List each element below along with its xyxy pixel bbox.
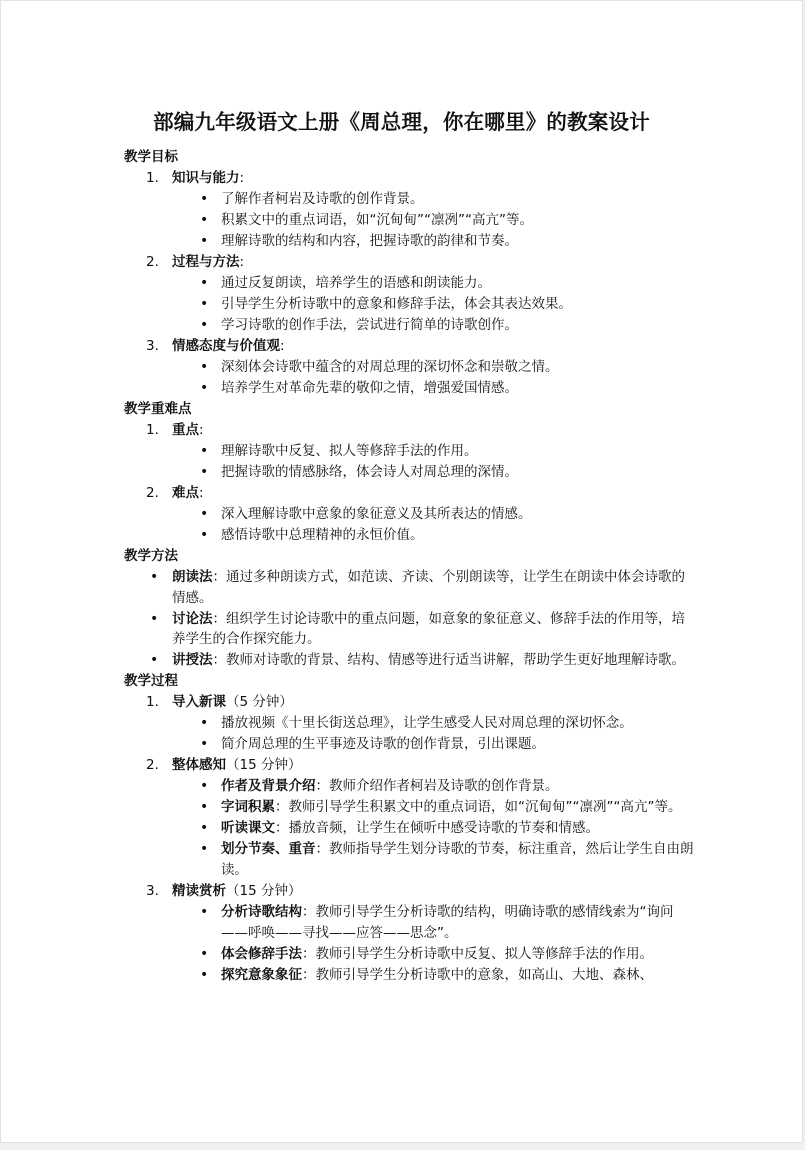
section-heading-methods: 教学方法 bbox=[124, 548, 178, 564]
numbered-item bbox=[124, 483, 694, 504]
item-label: 过程与方法 bbox=[172, 254, 240, 270]
step-item bbox=[124, 818, 694, 839]
step-text: ：教师引导学生分析诗歌的结构，明确诗歌的感情线索为“询问——呼唤——寻找——应答——思念”。 bbox=[221, 904, 674, 941]
item-label: 精读赏析 bbox=[172, 883, 226, 899]
step-label: 体会修辞手法 bbox=[221, 946, 302, 962]
method-label: 讨论法 bbox=[172, 610, 213, 627]
numbered-item bbox=[124, 692, 694, 713]
item-number: 2. bbox=[146, 757, 159, 773]
item-tail: : bbox=[239, 170, 245, 186]
step-text: ：教师引导学生积累文中的重点词语，如“沉甸甸”“凛冽”“高亢”等。 bbox=[275, 799, 682, 815]
method-label: 讲授法 bbox=[172, 652, 213, 668]
item-tail: : bbox=[239, 254, 245, 270]
bullet-item: • 理解诗歌的结构和内容，把握诗歌的韵律和节奏。 bbox=[124, 231, 694, 252]
step-text: ：播放音频，让学生在倾听中感受诗歌的节奏和情感。 bbox=[275, 820, 599, 836]
section-heading-key-points: 教学重难点 bbox=[124, 401, 192, 417]
item-label: 情感态度与价值观 bbox=[172, 338, 280, 354]
numbered-item bbox=[124, 881, 694, 902]
numbered-item bbox=[124, 168, 694, 189]
item-tail: : bbox=[280, 338, 285, 354]
item-number: 1. bbox=[146, 422, 159, 438]
method-label: 朗读法 bbox=[172, 569, 213, 585]
item-number: 3. bbox=[146, 883, 159, 899]
step-item bbox=[124, 797, 694, 818]
document-title: 部编九年级语文上册《周总理，你在哪里》的教案设计 bbox=[153, 110, 650, 134]
section-heading-process: 教学过程 bbox=[124, 673, 178, 689]
step-label: 分析诗歌结构 bbox=[221, 904, 302, 920]
item-tail: （5 分钟） bbox=[226, 694, 293, 710]
method-text: ：组织学生讨论诗歌中的重点问题，如意象的象征意义、修辞手法的作用等，培养学生的合作探究能力。 bbox=[172, 610, 685, 647]
method-item bbox=[124, 650, 694, 671]
step-label: 作者及背景介绍 bbox=[221, 778, 316, 794]
step-text: ：教师引导学生分析诗歌中的意象，如高山、大地、森林、 bbox=[302, 967, 653, 983]
numbered-item bbox=[124, 420, 694, 441]
numbered-item bbox=[124, 252, 694, 273]
step-text: ：教师介绍作者柯岩及诗歌的创作背景。 bbox=[315, 778, 559, 794]
bullet-item: • 深入理解诗歌中意象的象征意义及其所表达的情感。 bbox=[124, 504, 694, 525]
bullet-item: • 通过反复朗读，培养学生的语感和朗读能力。 bbox=[124, 273, 694, 294]
item-number: 1. bbox=[146, 170, 159, 186]
item-label: 知识与能力 bbox=[172, 170, 240, 186]
bullet-item: • 引导学生分析诗歌中的意象和修辞手法，体会其表达效果。 bbox=[124, 294, 694, 315]
step-label: 听读课文 bbox=[221, 820, 275, 836]
section-heading-objectives: 教学目标 bbox=[124, 149, 178, 165]
step-label: 划分节奏、重音 bbox=[221, 841, 316, 857]
bullet-item: • 了解作者柯岩及诗歌的创作背景。 bbox=[124, 189, 694, 210]
item-tail: （15 分钟） bbox=[226, 757, 302, 773]
bullet-item: • 积累文中的重点词语，如“沉甸甸”“凛冽”“高亢”等。 bbox=[124, 210, 694, 231]
step-item bbox=[124, 776, 694, 797]
item-number: 2. bbox=[146, 485, 159, 501]
item-tail: : bbox=[199, 422, 204, 438]
bullet-item: • 理解诗歌中反复、拟人等修辞手法的作用。 bbox=[124, 441, 694, 462]
item-tail: （15 分钟） bbox=[226, 883, 302, 899]
step-text: ：教师指导学生划分诗歌的节奏，标注重音，然后让学生自由朗读。 bbox=[221, 841, 694, 878]
step-item bbox=[124, 902, 694, 944]
step-text: ：教师引导学生分析诗歌中反复、拟人等修辞手法的作用。 bbox=[302, 946, 653, 962]
numbered-item bbox=[124, 755, 694, 776]
item-number: 1. bbox=[146, 694, 159, 710]
step-item bbox=[124, 965, 694, 986]
method-text: ：通过多种朗读方式，如范读、齐读、个别朗读等，让学生在朗读中体会诗歌的情感。 bbox=[172, 569, 685, 606]
item-label: 重点 bbox=[172, 422, 199, 438]
item-number: 2. bbox=[146, 254, 159, 270]
bullet-item: • 深刻体会诗歌中蕴含的对周总理的深切怀念和崇敬之情。 bbox=[124, 357, 694, 378]
item-label: 导入新课 bbox=[172, 694, 226, 710]
bullet-item: • 播放视频《十里长街送总理》，让学生感受人民对周总理的深切怀念。 bbox=[124, 713, 694, 734]
item-number: 3. bbox=[146, 338, 159, 354]
step-label: 字词积累 bbox=[221, 799, 275, 815]
bullet-item: • 感悟诗歌中总理精神的永恒价值。 bbox=[124, 525, 694, 546]
bullet-item: • 简介周总理的生平事迹及诗歌的创作背景，引出课题。 bbox=[124, 734, 694, 755]
method-item bbox=[124, 567, 694, 608]
step-item bbox=[124, 839, 694, 881]
numbered-item bbox=[124, 336, 694, 357]
item-label: 整体感知 bbox=[172, 757, 226, 773]
item-tail: : bbox=[199, 485, 204, 501]
step-label: 探究意象象征 bbox=[221, 967, 302, 983]
document-body bbox=[124, 147, 694, 986]
bullet-item: • 把握诗歌的情感脉络，体会诗人对周总理的深情。 bbox=[124, 462, 694, 483]
item-label: 难点 bbox=[172, 485, 199, 501]
bullet-item: • 学习诗歌的创作手法，尝试进行简单的诗歌创作。 bbox=[124, 315, 694, 336]
step-item bbox=[124, 944, 694, 965]
method-text: ：教师对诗歌的背景、结构、情感等进行适当讲解，帮助学生更好地理解诗歌。 bbox=[212, 652, 685, 668]
method-item bbox=[124, 609, 694, 650]
bullet-item: • 培养学生对革命先辈的敬仰之情，增强爱国情感。 bbox=[124, 378, 694, 399]
